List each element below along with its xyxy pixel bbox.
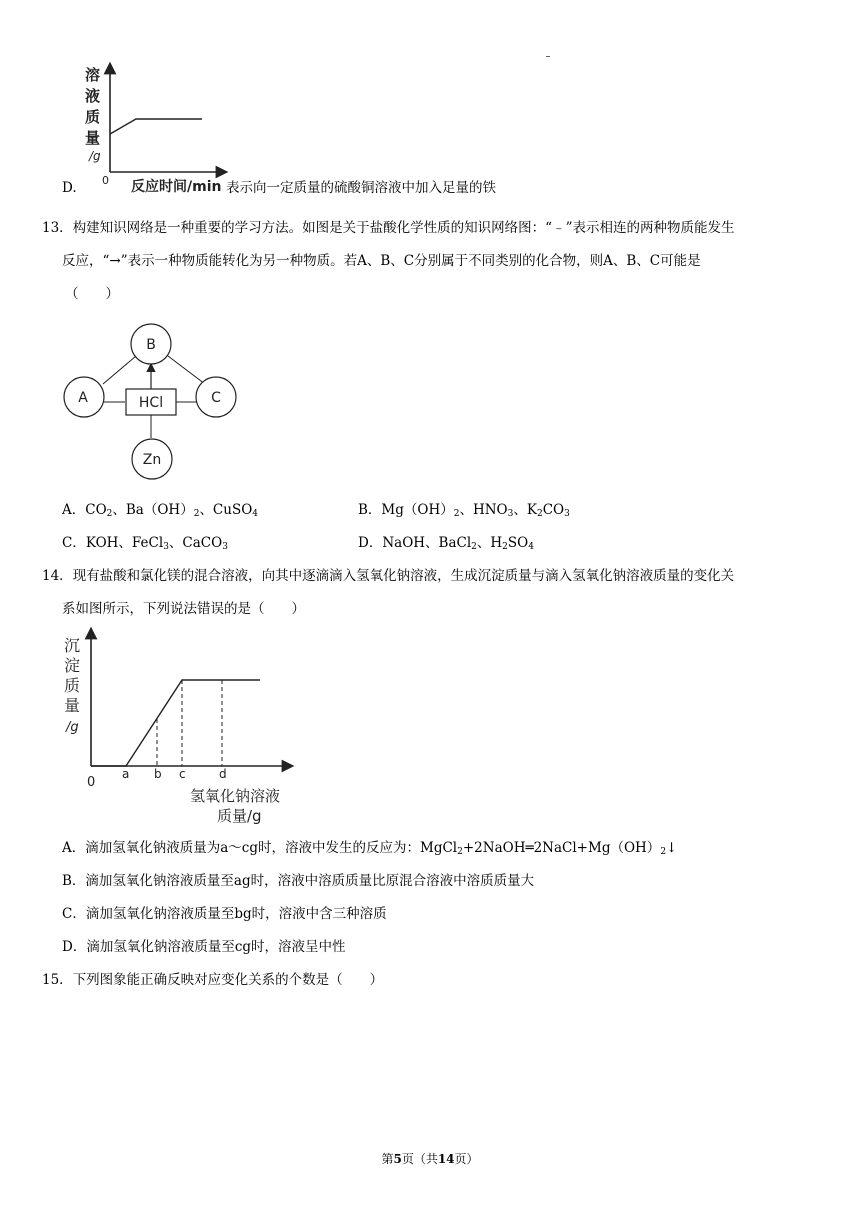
q14-option-a: A．滴加氢氧化钠液质量为a～cg时，溶液中发生的反应为：$MgCl_2+2NaOH═2NaCl+Mg(OH)_2↓$ [62, 840, 678, 857]
node-a-label: A [78, 390, 88, 406]
option-label: C． [62, 906, 86, 922]
q14-ylabel-char: 质 [64, 676, 81, 695]
link-b-c [168, 356, 205, 384]
q12-option-d-letter: D. [62, 180, 77, 196]
q13-number: 13． [42, 220, 73, 236]
q12-ylabel-char: 液 [85, 87, 101, 105]
q13-option-b: B．$Mg(OH)_2$、$HNO_3$、$K_2CO_3$ [358, 502, 570, 519]
q14-option-b: B．滴加氢氧化钠溶液质量至ag时，溶液中溶质质量比原混合溶液中溶质质量大 [62, 873, 535, 889]
q12-origin: 0 [102, 174, 109, 187]
option-label: C． [62, 535, 86, 551]
node-b-label: B [146, 337, 156, 353]
q12-ylabel-char: 质 [85, 108, 101, 126]
option-label: B． [62, 873, 86, 889]
q14-option-d: D．滴加氢氧化钠溶液质量至cg时，溶液呈中性 [62, 939, 346, 955]
page-total: 14 [437, 1152, 455, 1166]
q15-stem [42, 970, 383, 990]
q14-origin: 0 [87, 775, 96, 790]
q13-stem-line1 [42, 218, 735, 238]
option-label: A． [62, 502, 86, 518]
option-label: D． [358, 535, 383, 551]
stray-mark [546, 56, 550, 57]
q13-text-line1: 构建知识网络是一种重要的学习方法。如图是关于盐酸化学性质的知识网络图：“﹣”表示相连的两种物质能发生 [72, 220, 735, 236]
q14-ylabel-char: 沉 [64, 636, 81, 655]
page-number: 5 [393, 1152, 402, 1166]
q15-text: 下列图象能正确反映对应变化关系的个数是（ ） [72, 972, 384, 988]
q14-graph [60, 625, 310, 835]
option-label: D． [62, 939, 87, 955]
q14-stem-line2: 系如图所示，下列说法错误的是（ ） [62, 601, 305, 617]
q12-ylabel-char: /g [89, 149, 101, 163]
q12-curve [110, 119, 202, 134]
precipitate-arrow-icon: ↓ [666, 840, 678, 856]
q14-xlabel-line2: 质量/g [217, 807, 262, 825]
q13-network-diagram [55, 315, 255, 485]
q12-option-d-text: 表示向一定质量的硫酸铜溶液中加入足量的铁 [226, 180, 496, 196]
option-label: A． [62, 840, 86, 856]
link-a-b [103, 356, 136, 384]
option-label: B． [358, 502, 382, 518]
node-zn-label: Zn [142, 452, 162, 468]
node-hcl-label: HCl [138, 395, 164, 411]
q14-ylabel-char: 淀 [64, 656, 81, 675]
q14-stem-line1 [42, 566, 734, 586]
q14-text-line1: 现有盐酸和氯化镁的混合溶液，向其中逐滴滴入氢氧化钠溶液，生成沉淀质量与滴入氢氧化钠溶液质量的变化关 [72, 568, 735, 584]
q14-tick-c: c [179, 767, 186, 781]
q14-ylabel-char: 量 [64, 696, 81, 715]
q13-option-d: D．NaOH、BaCl$_2$、$H_2SO_4$ [358, 535, 534, 552]
q14-xlabel-line1: 氢氧化钠溶液 [190, 787, 281, 805]
q13-option-a: A．$CO_2$、$Ba(OH)_2$、CuSO$_4$ [62, 502, 259, 519]
q14-tick-a: a [122, 767, 130, 781]
q14-option-c: C．滴加氢氧化钠溶液质量至bg时，溶液中含三种溶质 [62, 906, 387, 922]
q15-number: 15． [42, 972, 73, 988]
q14-ylabel-char: /g [66, 720, 79, 735]
q12-ylabel-char: 溶 [85, 66, 101, 84]
q13-stem-line2: 反应，“→”表示一种物质能转化为另一种物质。若A、B、C分别属于不同类别的化合物，则A、B、C可能是 [62, 253, 701, 269]
q12-ylabel-char: 量 [85, 129, 101, 147]
q14-tick-b: b [154, 767, 162, 781]
q14-number: 14． [42, 568, 73, 584]
q12-xlabel: 反应时间/min [131, 179, 222, 195]
q12-graph [80, 60, 230, 195]
page-footer: 第5页（共14页） [381, 1152, 479, 1166]
q13-stem-line3: （ ） [65, 286, 119, 302]
node-c-label: C [211, 390, 221, 406]
q14-curve [91, 680, 260, 766]
q14-tick-d: d [219, 767, 227, 781]
q13-option-c: C．KOH、FeCl$_3$、CaCO$_3$ [62, 535, 228, 552]
